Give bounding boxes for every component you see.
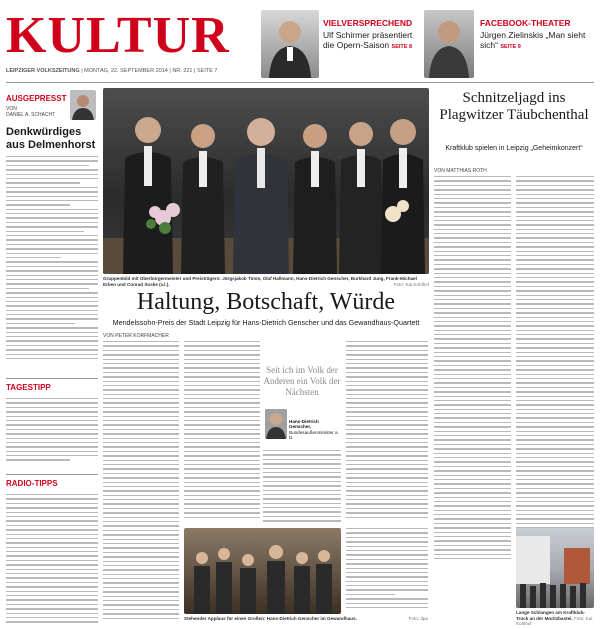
main-subhead: Mendelssohn-Preis der Stadt Leipzig für Hans-Dietrich Genscher und das Gewandhaus-Quartett — [112, 318, 420, 327]
radio-label: RADIO-TIPPS — [6, 479, 58, 488]
teaser-kicker: FACEBOOK-THEATER — [480, 18, 571, 28]
side-byline: VON MATTHIAS ROTH — [434, 168, 487, 174]
teaser-photo-zielinski — [424, 10, 474, 78]
teaser-photo-schirmer — [261, 10, 319, 78]
column-byline: VON DANIEL A. SCHACHT — [6, 106, 56, 118]
teaser-facebook[interactable] — [424, 10, 594, 80]
page-number: SEITE 7 — [197, 68, 218, 74]
teaser-ref: SEITE 9 — [500, 44, 521, 50]
main-headline: Haltung, Botschaft, Würde — [136, 289, 396, 315]
tagestipp-body — [6, 398, 98, 470]
second-photo-credit: Foto: dpa — [408, 616, 428, 621]
teaser-text: Jürgen Zielinskis „Man sieht sich“ SEITE 9 — [480, 30, 586, 50]
main-body-col-3 — [263, 450, 341, 526]
teaser-kicker: VIELVERSPRECHEND — [323, 18, 413, 28]
quote-author: Hans-Dietrich Genscher, Bundesaußenminister a. D. — [289, 419, 339, 441]
radio-rule — [6, 474, 98, 475]
column-body — [6, 156, 98, 374]
second-photo-caption: Stehender Applaus für einen Großen: Hans-Dietrich Genscher im Gewandhaus. Foto: dpa — [184, 616, 428, 621]
pull-quote-text: Seit ich im Volk der Anderen ein Volk der Nächsten — [263, 365, 341, 397]
column-kicker: AUSGEPRESST — [6, 94, 67, 103]
tagestipp-label: TAGESTIPP — [6, 383, 51, 392]
side-headline: Schnitzeljagd ins Plagwitzer Täubchenthal — [439, 90, 589, 123]
main-body-col-2 — [184, 341, 260, 525]
tagestipp-rule — [6, 378, 98, 379]
main-photo — [103, 88, 429, 274]
teaser-opera[interactable] — [261, 10, 416, 80]
main-body-col-1 — [103, 341, 179, 623]
main-byline: VON PETER KORFMACHER — [103, 333, 169, 339]
pull-quote — [263, 345, 341, 445]
main-body-col-4 — [346, 341, 428, 525]
dateline: LEIPZIGER VOLKSZEITUNG | MONTAG, 22. SEPTEMBER 2014 | NR. 221 | SEITE 7 — [6, 68, 218, 74]
masthead — [6, 4, 594, 84]
radio-body — [6, 494, 98, 624]
side-article — [434, 88, 594, 626]
issue-number: NR. 221 — [172, 68, 193, 74]
teaser-text: Ulf Schirmer präsentiert die Opern-Saison SEITE 8 — [323, 30, 413, 50]
side-body-col-2 — [516, 176, 594, 571]
main-photo-credit: Foto: Kai Kohlhof — [393, 281, 429, 287]
newspaper-name: LEIPZIGER VOLKSZEITUNG — [6, 68, 80, 74]
side-subhead: Kraftklub spielen in Leipzig „Geheimkonzert“ — [445, 145, 583, 152]
teaser-ref: SEITE 8 — [391, 44, 413, 50]
side-photo-credit: Foto: Kai Kohlhof — [516, 615, 593, 626]
column-headline: Denkwürdiges aus Delmenhorst — [6, 126, 96, 151]
author-photo — [70, 90, 96, 120]
left-column — [6, 86, 98, 626]
main-photo-caption: Gruppenbild mit Oberbürgermeister und Preisträgern: Jürgsjakob Timm, Olaf Hallmann, Hans-Dietrich Genscher, Burkhard Jung, Frank-Michael Erben und Conrad Suske (v.l.). Foto: Kai Kohlhof — [103, 276, 429, 287]
side-photo-caption: Lange Schlangen am Kraftklub-Truck an der Moritzbastei. Foto: Kai Kohlhof — [516, 610, 593, 626]
issue-date: MONTAG, 22. SEPTEMBER 2014 — [84, 68, 168, 74]
quote-author-photo — [265, 409, 287, 439]
side-photo — [516, 528, 594, 608]
section-title: KULTUR — [6, 7, 230, 64]
main-body-col-5 — [346, 528, 428, 614]
second-photo — [184, 528, 341, 614]
side-body-col-1 — [434, 176, 511, 571]
masthead-rule — [6, 82, 594, 83]
